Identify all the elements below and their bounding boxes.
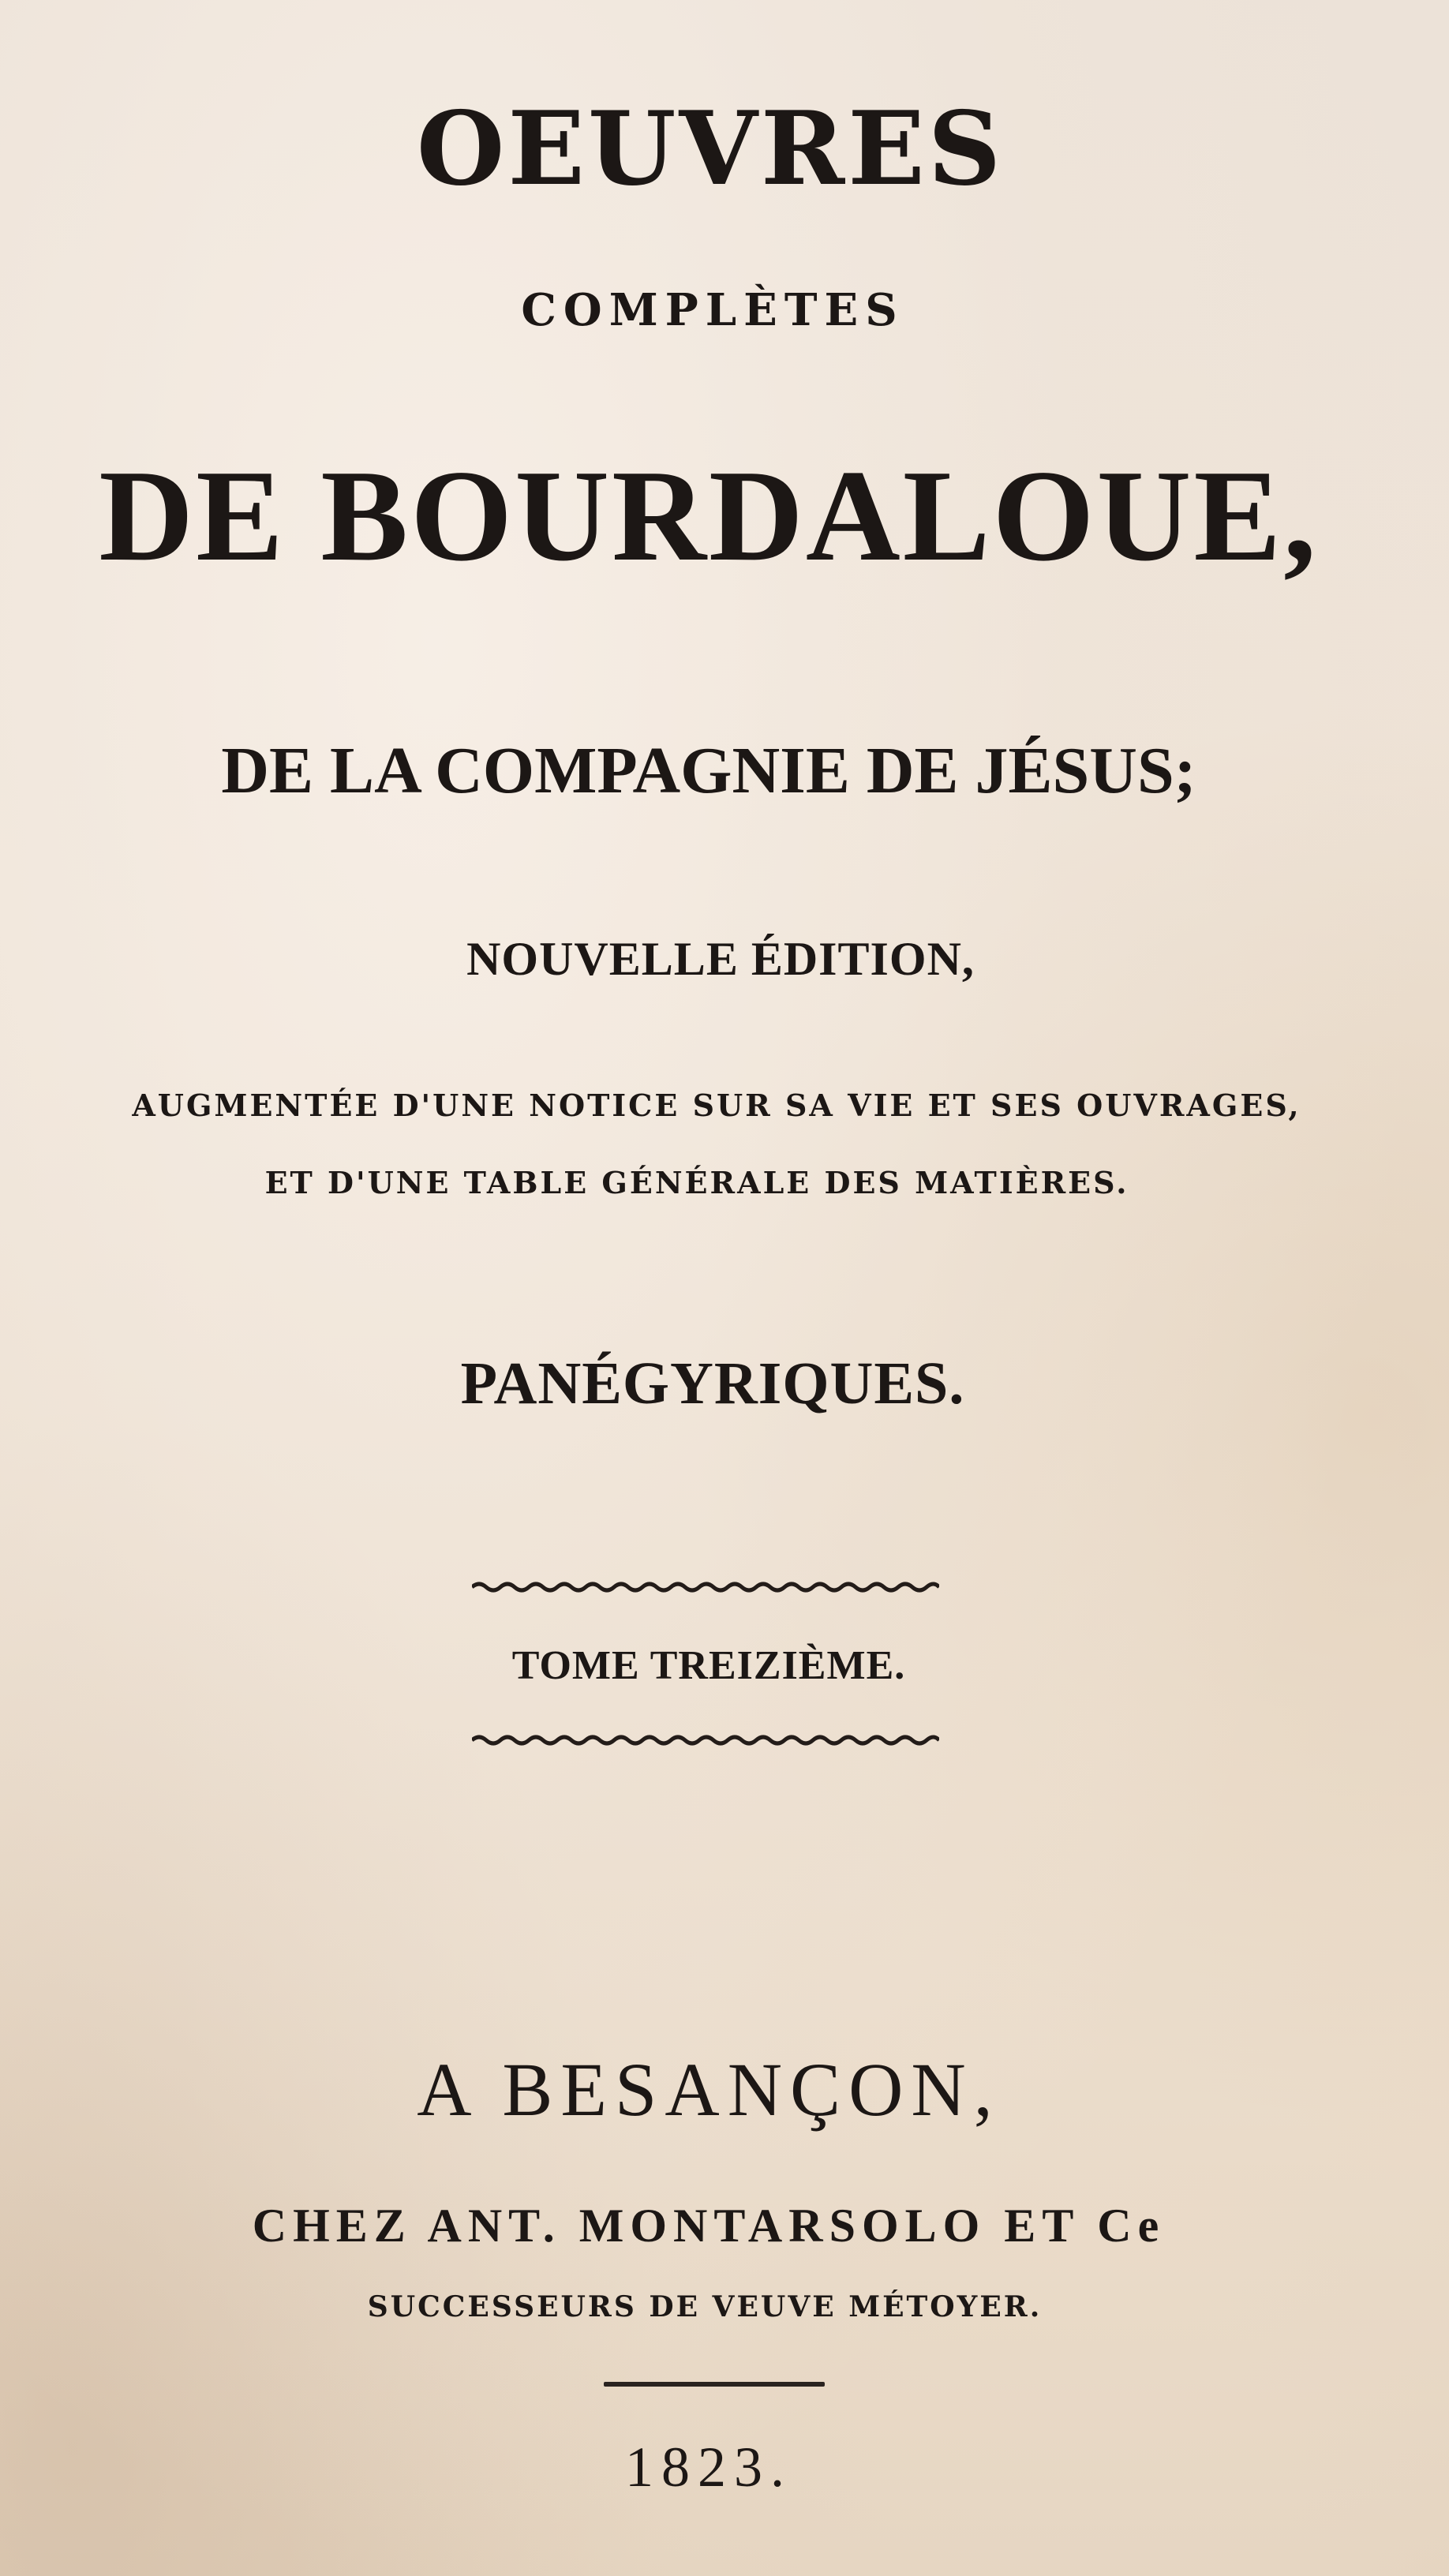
author-name: DE BOURDALOUE, (99, 443, 1319, 588)
edition-statement: NOUVELLE ÉDITION, (466, 933, 975, 985)
publication-year: 1823. (625, 2436, 792, 2499)
ornamental-rule-bottom (472, 1733, 939, 1747)
imprint-place: A BESANÇON, (417, 2047, 1001, 2132)
religious-order: DE LA COMPAGNIE DE JÉSUS; (221, 734, 1196, 807)
book-subtitle: COMPLÈTES (521, 284, 904, 336)
section-title: PANÉGYRIQUES. (460, 1350, 965, 1417)
volume-number: TOME TREIZIÈME. (511, 1643, 906, 1688)
ornamental-rule-top (472, 1580, 939, 1594)
divider-rule (604, 2382, 825, 2387)
publisher-name: CHEZ ANT. MONTARSOLO ET Ce (252, 2200, 1166, 2252)
augmentation-line-1: AUGMENTÉE D'UNE NOTICE SUR SA VIE ET SES OUVRAGES, (132, 1088, 1301, 1123)
book-title: OEUVRES (416, 90, 1005, 208)
augmentation-line-2: ET D'UNE TABLE GÉNÉRALE DES MATIÈRES. (264, 1165, 1129, 1200)
publisher-successors: SUCCESSEURS DE VEUVE MÉTOYER. (367, 2290, 1043, 2323)
